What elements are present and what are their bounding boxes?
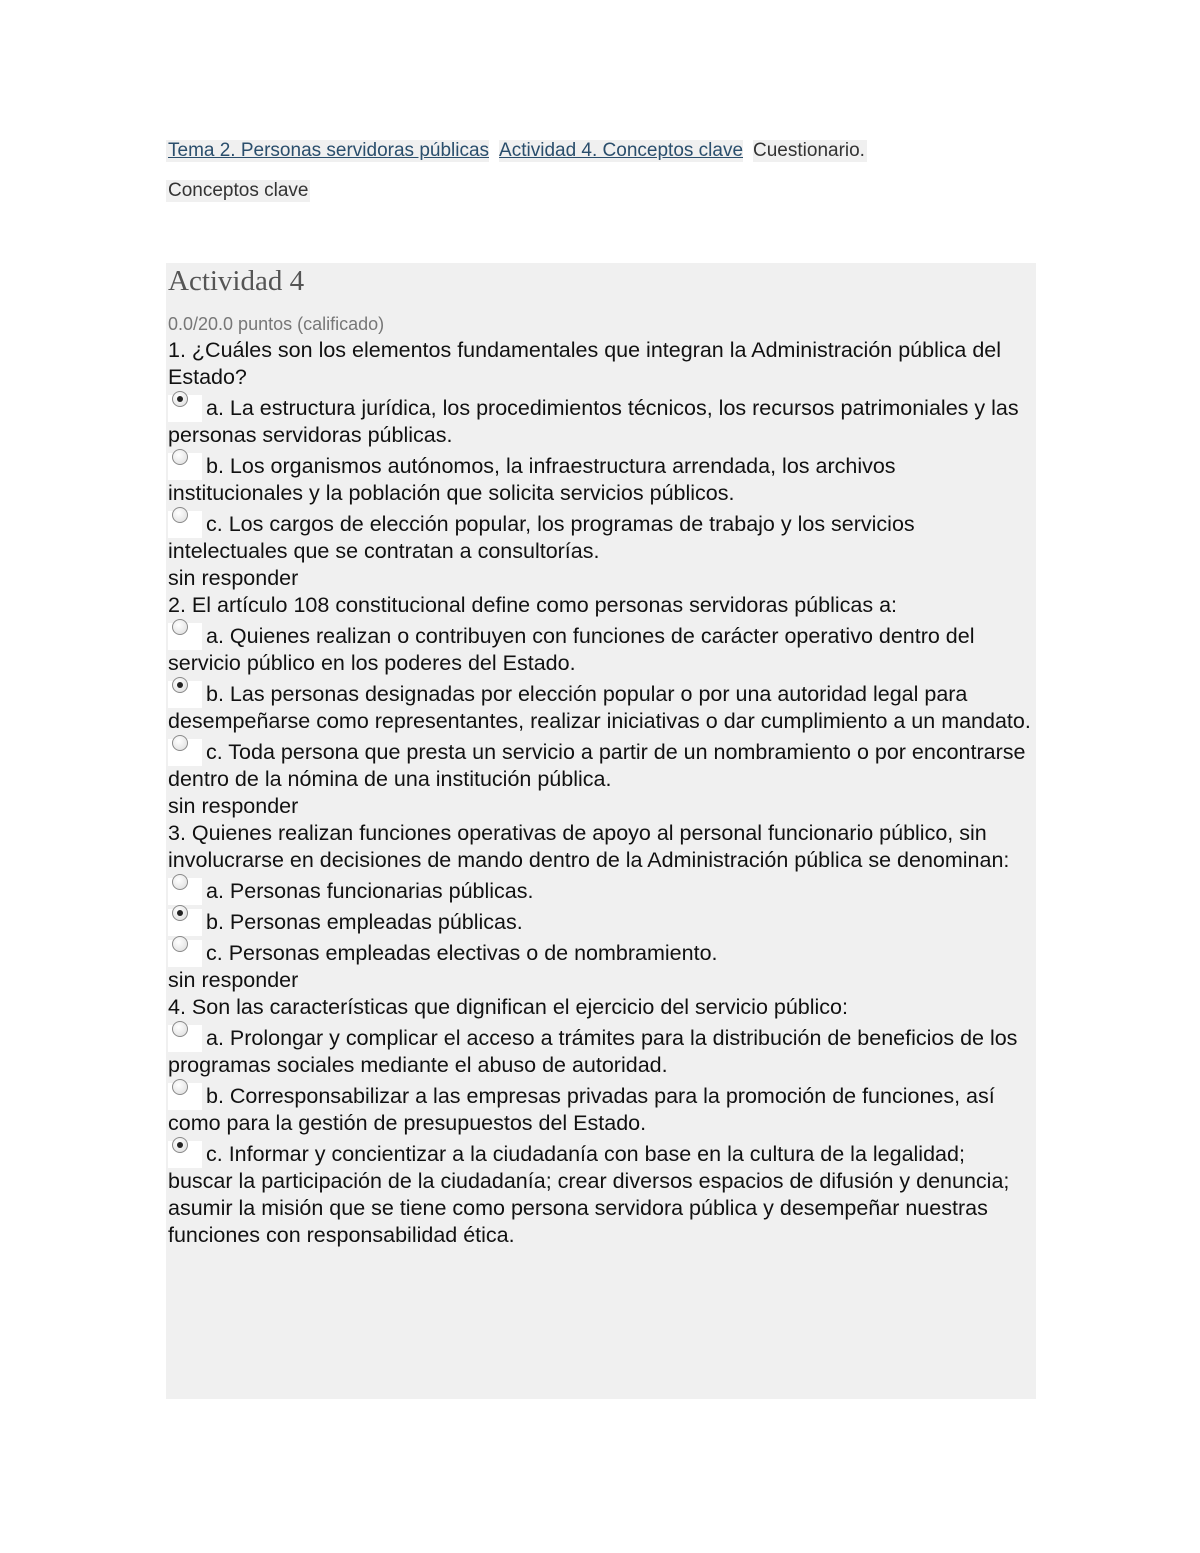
breadcrumb-separator: [489, 140, 499, 162]
question-status: sin responder: [168, 794, 299, 818]
answer-option[interactable]: [168, 1141, 1034, 1249]
answer-option[interactable]: [168, 940, 1034, 967]
question-block: [168, 592, 1034, 820]
option-text: b. Los organismos autónomos, la infraestructura arrendada, los archivos institucionales y la población que solicita servicios públicos.: [168, 454, 896, 505]
option-text: a. Personas funcionarias públicas.: [206, 879, 534, 903]
option-text: b. Las personas designadas por elección popular o por una autoridad legal para desempeñarse como representantes, realizar iniciativas o dar cumplimiento a un mandato.: [168, 682, 1031, 733]
answer-option[interactable]: [168, 739, 1034, 793]
radio-button[interactable]: [168, 940, 202, 967]
question-status: sin responder: [168, 566, 299, 590]
radio-button[interactable]: [168, 453, 202, 480]
question-status: sin responder: [168, 968, 299, 992]
option-text: c. Los cargos de elección popular, los programas de trabajo y los servicios intelectuales que se contratan a consultorías.: [168, 512, 915, 563]
option-text: c. Personas empleadas electivas o de nombramiento.: [206, 941, 718, 965]
breadcrumb: [166, 140, 867, 162]
answer-option[interactable]: [168, 681, 1034, 735]
breadcrumb-link-tema[interactable]: Tema 2. Personas servidoras públicas: [168, 140, 490, 161]
option-text: a. Quienes realizan o contribuyen con funciones de carácter operativo dentro del servicio público en los poderes del Estado.: [168, 624, 975, 675]
answer-option[interactable]: [168, 909, 1034, 936]
option-text: c. Toda persona que presta un servicio a partir de un nombramiento o por encontrarse dentro de la nómina de una institución pública.: [168, 740, 1026, 791]
question-text: 4. Son las características que dignifican el ejercicio del servicio público:: [168, 995, 848, 1019]
radio-button[interactable]: [168, 511, 202, 538]
radio-button[interactable]: [168, 395, 202, 422]
option-text: c. Informar y concientizar a la ciudadanía con base en la cultura de la legalidad; buscar la participación de la ciudadanía; crear diversos espacios de difusión y denuncia; asumir la misión que se tiene como persona servidora pública y desempeñar nuestras funciones con responsabilidad ética.: [168, 1142, 1010, 1247]
answer-option[interactable]: [168, 395, 1034, 449]
answer-option[interactable]: [168, 1025, 1034, 1079]
activity-title: Actividad 4: [168, 265, 305, 297]
radio-button[interactable]: [168, 878, 202, 905]
radio-button[interactable]: [168, 623, 202, 650]
breadcrumb-current: Cuestionario.: [753, 140, 865, 161]
answer-option[interactable]: [168, 623, 1034, 677]
option-text: b. Personas empleadas públicas.: [206, 910, 523, 934]
option-text: b. Corresponsabilizar a las empresas privadas para la promoción de funciones, así como para la gestión de presupuestos del Estado.: [168, 1084, 995, 1135]
question-block: [168, 820, 1034, 994]
radio-button[interactable]: [168, 1141, 202, 1168]
radio-button[interactable]: [168, 1025, 202, 1052]
answer-option[interactable]: [168, 878, 1034, 905]
breadcrumb-separator: [743, 140, 753, 162]
question-text: 2. El artículo 108 constitucional define como personas servidoras públicas a:: [168, 593, 898, 617]
page-subtitle: Conceptos clave: [168, 180, 309, 201]
radio-button[interactable]: [168, 909, 202, 936]
radio-button[interactable]: [168, 739, 202, 766]
breadcrumb-link-actividad[interactable]: Actividad 4. Conceptos clave: [499, 140, 744, 161]
option-text: a. La estructura jurídica, los procedimientos técnicos, los recursos patrimoniales y las personas servidoras públicas.: [168, 396, 1019, 447]
question-text: 3. Quienes realizan funciones operativas de apoyo al personal funcionario público, sin involucrarse en decisiones de mando dentro de la Administración pública se denominan:: [168, 821, 1010, 872]
question-text: 1. ¿Cuáles son los elementos fundamentales que integran la Administración pública del Estado?: [168, 338, 1002, 389]
radio-button[interactable]: [168, 681, 202, 708]
questions-list: [168, 337, 1034, 1249]
answer-option[interactable]: [168, 511, 1034, 565]
question-block: [168, 337, 1034, 592]
activity-points: 0.0/20.0 puntos (calificado): [168, 314, 385, 334]
question-block: [168, 994, 1034, 1249]
answer-option[interactable]: [168, 1083, 1034, 1137]
radio-button[interactable]: [168, 1083, 202, 1110]
answer-option[interactable]: [168, 453, 1034, 507]
quiz-panel: [166, 263, 1036, 1399]
option-text: a. Prolongar y complicar el acceso a trámites para la distribución de beneficios de los programas sociales mediante el abuso de autoridad.: [168, 1026, 1018, 1077]
